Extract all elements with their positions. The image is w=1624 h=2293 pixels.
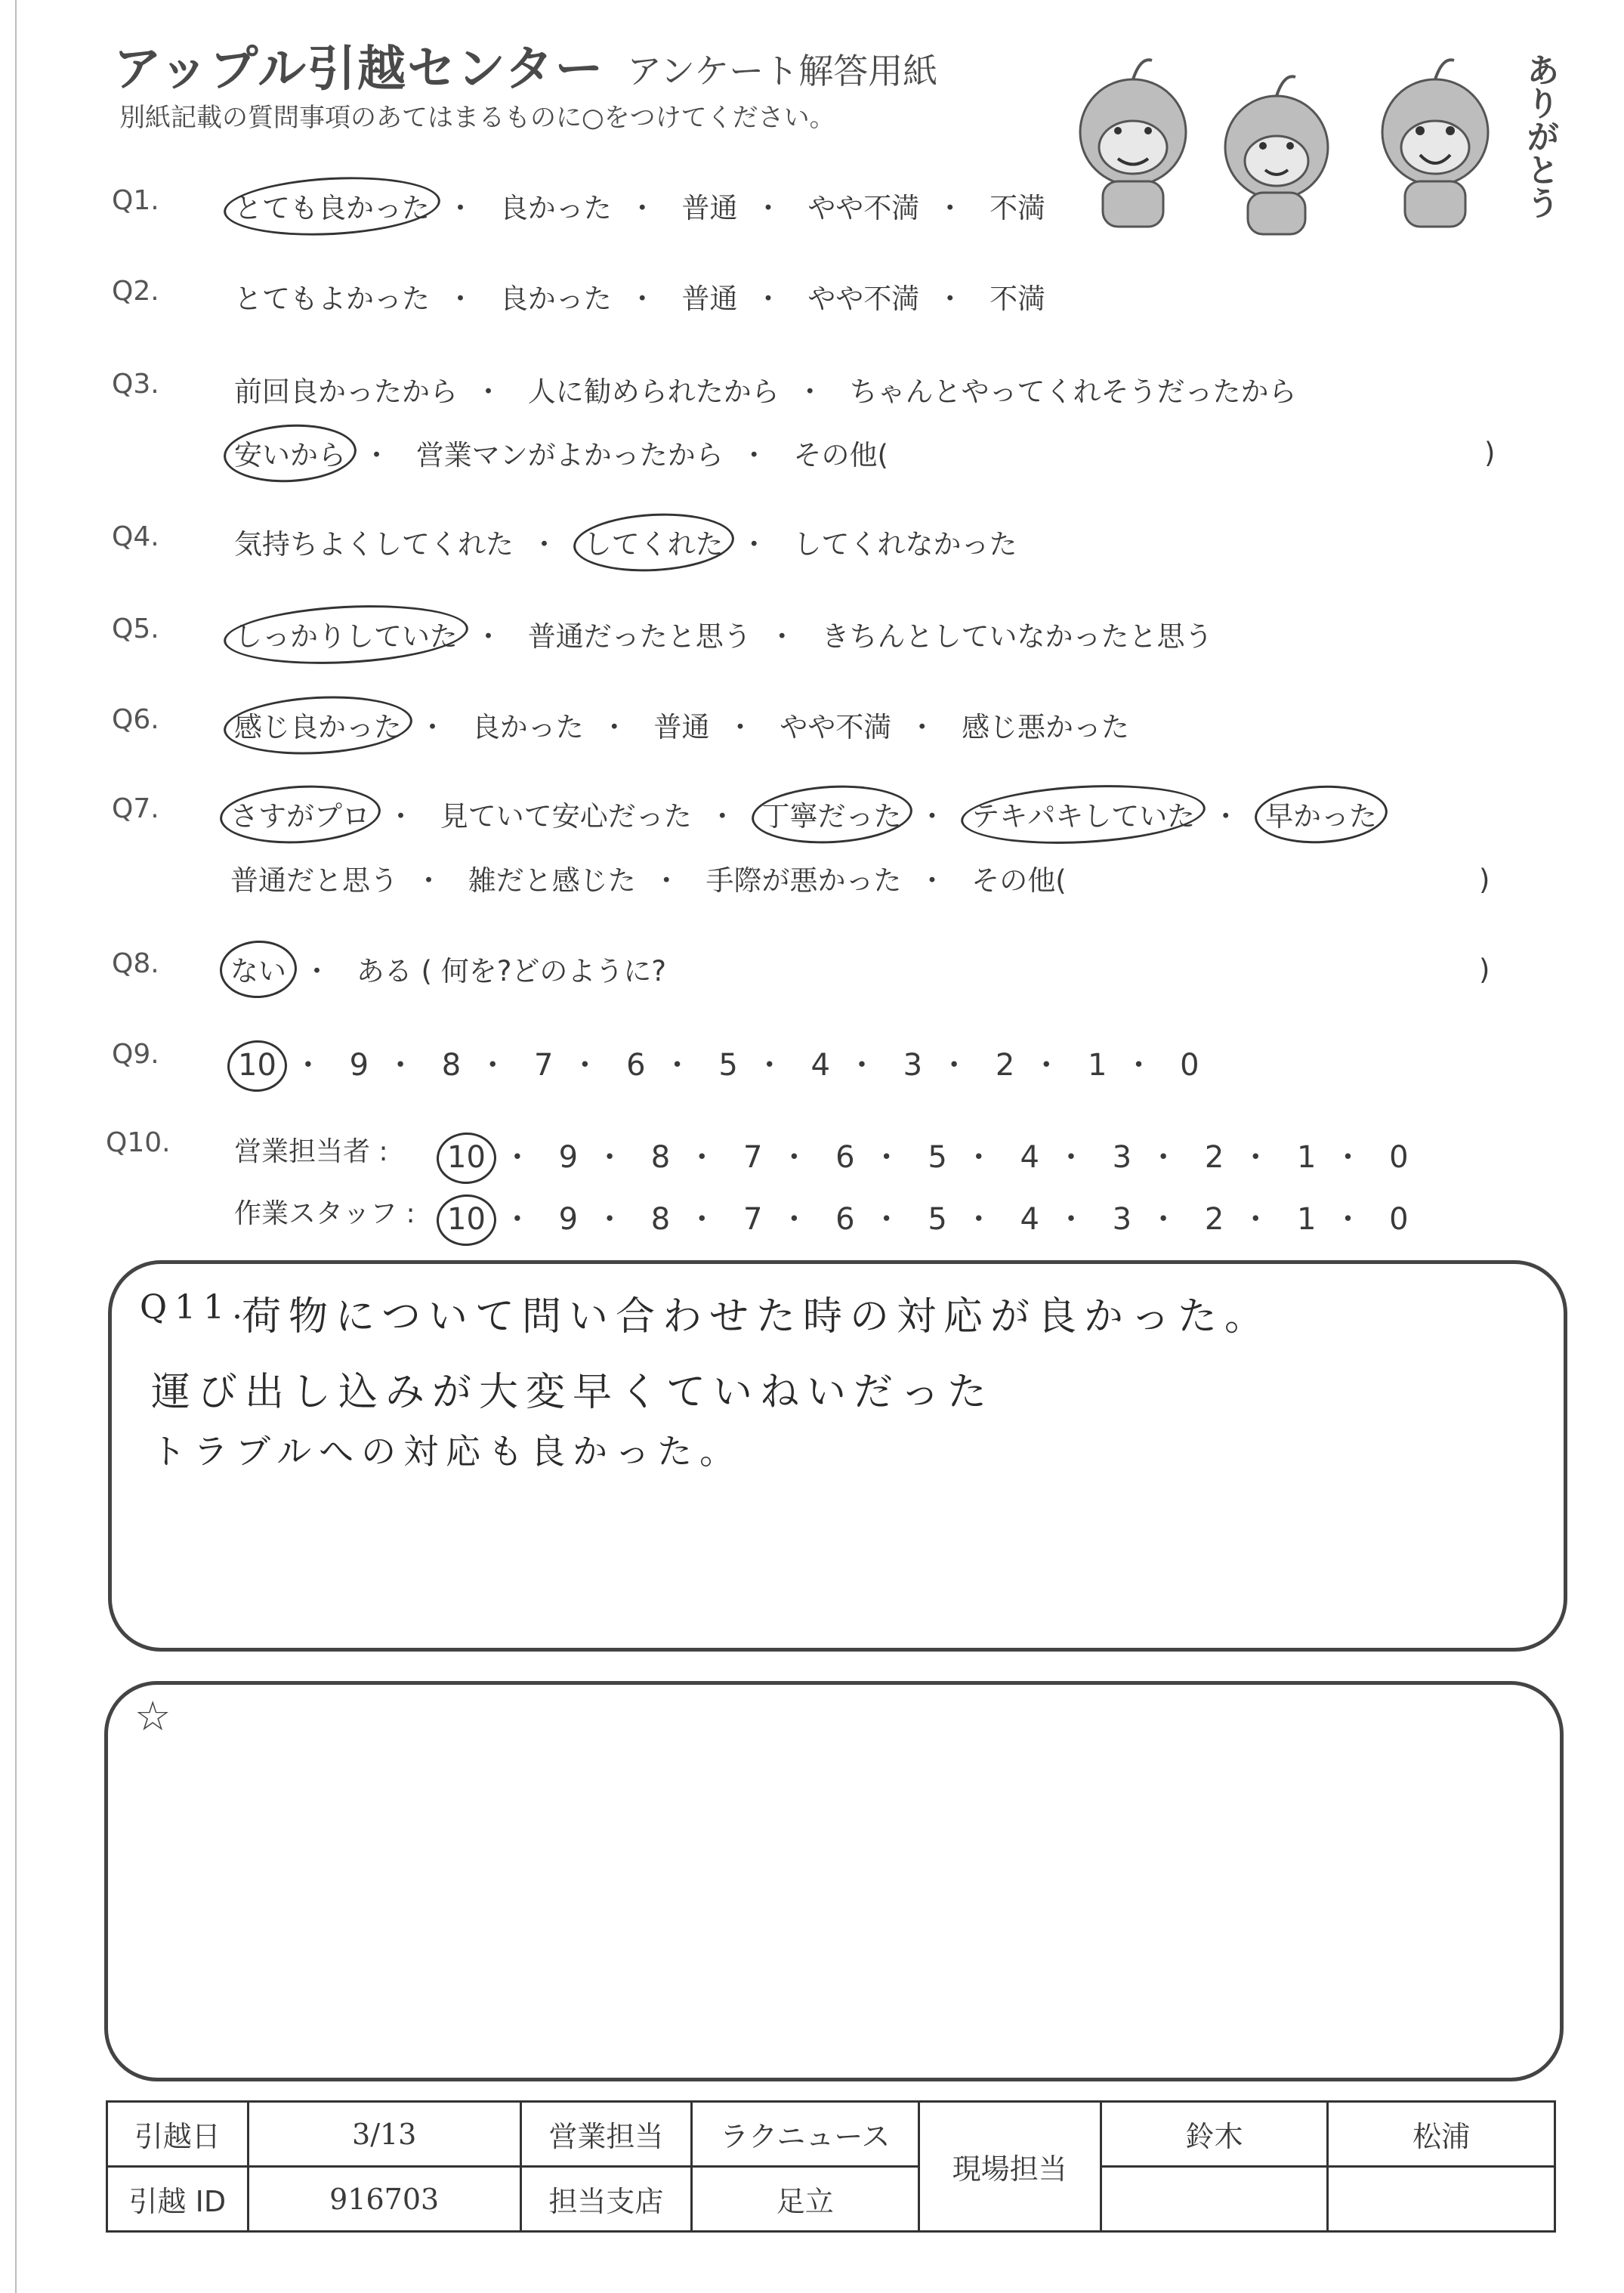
q4-label: Q4. (112, 521, 159, 552)
q6-options: 感じ良かった ・ 良かった ・ 普通 ・ やや不満 ・ 感じ悪かった (234, 704, 1129, 745)
page-edge (15, 0, 17, 2293)
comment-box[interactable] (104, 1681, 1564, 2081)
q10-staff-score[interactable]: 7 (743, 1202, 763, 1237)
q10-sales-score[interactable]: 2 (1204, 1140, 1224, 1175)
q6-label: Q6. (112, 704, 159, 735)
q10-sales-scale: 10 ・ 9 ・ 8 ・ 7 ・ 6 ・ 5 ・ 4 ・ 3 ・ 2 ・ 1 ・ 0 (447, 1140, 1409, 1175)
q10-sales-score[interactable]: 6 (835, 1140, 855, 1175)
q1-option[interactable]: 不満 (990, 192, 1046, 224)
q4-option[interactable]: してくれなかった (793, 528, 1017, 561)
q10-staff-score[interactable]: 2 (1204, 1202, 1224, 1237)
q3-option[interactable]: 営業マンがよかったから (415, 439, 724, 471)
q8-option[interactable]: ない (230, 948, 286, 989)
onsite-staff-1: 鈴木 (1101, 2102, 1328, 2167)
onsite-staff-2: 松浦 (1328, 2102, 1555, 2167)
q10-staff-score[interactable]: 0 (1389, 1202, 1409, 1237)
q7-paren-close: ) (1479, 864, 1490, 896)
q3-options-line1: 前回良かったから ・ 人に勧められたから ・ ちゃんとやってくれそうだったから (234, 369, 1297, 409)
q10-sales-label: 営業担当者 : (234, 1136, 388, 1167)
moving-id-value: 916703 (248, 2167, 520, 2232)
q10-staff-label: 作業スタッフ : (234, 1198, 415, 1229)
q7-option[interactable]: 丁寧だった (762, 793, 902, 834)
q2-option[interactable]: とてもよかった (234, 283, 430, 315)
q4-options: 気持ちよくしてくれた ・ してくれた ・ してくれなかった (234, 521, 1017, 562)
q9-score[interactable]: 10 (238, 1048, 276, 1083)
q10-staff-score[interactable]: 9 (558, 1202, 579, 1237)
q3-label: Q3. (112, 369, 159, 400)
q10-staff-score[interactable]: 5 (928, 1202, 947, 1237)
q8-paren-close: ) (1479, 953, 1490, 986)
q11-label: Q11. (140, 1288, 251, 1327)
q7-option[interactable]: 見ていて安心だった (440, 800, 692, 833)
q6-option[interactable]: 感じ悪かった (962, 711, 1130, 743)
q10-staff-score[interactable]: 10 (447, 1202, 486, 1237)
q8-option[interactable]: ある ( 何を?どのように? (356, 955, 666, 987)
q1-label: Q1. (112, 185, 159, 216)
q1-option[interactable]: やや不満 (807, 192, 920, 224)
q10-staff-score[interactable]: 3 (1112, 1202, 1132, 1237)
q10-sales-score[interactable]: 1 (1297, 1140, 1317, 1175)
q9-score[interactable]: 2 (995, 1048, 1015, 1083)
q9-score[interactable]: 0 (1180, 1048, 1199, 1083)
star-icon: ☆ (134, 1692, 171, 1740)
q10-sales-score[interactable]: 5 (928, 1140, 947, 1175)
q6-option[interactable]: 良かった (471, 711, 584, 743)
q10-sales-score[interactable]: 0 (1389, 1140, 1409, 1175)
q9-score[interactable]: 4 (810, 1048, 830, 1083)
onsite-label: 現場担当 (919, 2102, 1101, 2232)
q10-sales-score[interactable]: 9 (558, 1140, 579, 1175)
sales-rep-value: ラクニュース (691, 2102, 919, 2167)
q10-staff-score[interactable]: 6 (835, 1202, 855, 1237)
q6-option[interactable]: 普通 (653, 711, 710, 743)
q9-score[interactable]: 5 (718, 1048, 738, 1083)
q7-option[interactable]: 普通だと思う (230, 864, 398, 897)
q7-option[interactable]: 早かった (1265, 793, 1377, 834)
footer-info-table (106, 2100, 1556, 2233)
q2-option[interactable]: やや不満 (807, 283, 920, 315)
q4-option[interactable]: 気持ちよくしてくれた (234, 528, 514, 561)
q10-staff-scale: 10 ・ 9 ・ 8 ・ 7 ・ 6 ・ 5 ・ 4 ・ 3 ・ 2 ・ 1 ・ 0 (447, 1202, 1409, 1237)
q10-sales-score[interactable]: 4 (1020, 1140, 1039, 1175)
q4-option[interactable]: してくれた (584, 521, 724, 562)
mascot-caption: ありがとう (1521, 53, 1559, 219)
q2-option[interactable]: 不満 (990, 283, 1046, 315)
q8-options: ない ・ ある ( 何を?どのように? (230, 948, 666, 989)
q5-options: しっかりしていた ・ 普通だったと思う ・ きちんとしていなかったと思う (234, 613, 1213, 654)
monkey-mascots-illustration (1042, 42, 1571, 238)
q7-option[interactable]: 雑だと感じた (468, 864, 636, 897)
moving-date-label: 引越日 (107, 2102, 249, 2167)
q5-option[interactable]: きちんとしていなかったと思う (821, 620, 1213, 653)
q2-options: とてもよかった ・ 良かった ・ 普通 ・ やや不満 ・ 不満 (234, 276, 1045, 317)
q2-option[interactable]: 普通 (681, 283, 738, 315)
q3-option[interactable]: 前回良かったから (234, 375, 458, 408)
form-subtitle: アンケート解答用紙 (627, 51, 938, 91)
q3-paren-close: ) (1484, 437, 1496, 469)
q7-options-line2: 普通だと思う ・ 雑だと感じた ・ 手際が悪かった ・ その他( (230, 858, 1067, 898)
q2-label: Q2. (112, 276, 159, 307)
onsite-staff-3 (1101, 2167, 1328, 2232)
q1-options: とても良かった ・ 良かった ・ 普通 ・ やや不満 ・ 不満 (234, 185, 1045, 226)
q3-option[interactable]: 人に勧められたから (527, 375, 780, 408)
onsite-staff-4 (1328, 2167, 1555, 2232)
branch-value: 足立 (691, 2167, 919, 2232)
q10-label: Q10. (106, 1127, 171, 1158)
moving-id-label: 引越 ID (107, 2167, 249, 2232)
q10-sales-score[interactable]: 7 (743, 1140, 763, 1175)
q11-answer-line: 運び出し込みが大変早くていねいだった (151, 1370, 995, 1415)
q11-answer-line: 荷物について問い合わせた時の対応が良かった。 (242, 1294, 1271, 1340)
q5-label: Q5. (112, 613, 159, 644)
q9-score[interactable]: 6 (626, 1048, 646, 1083)
q11-answer-line: トラブルへの対応も良かった。 (151, 1431, 743, 1472)
q10-sales-score[interactable]: 10 (447, 1140, 486, 1175)
q8-label: Q8. (112, 948, 159, 979)
q7-label: Q7. (112, 793, 159, 824)
q6-option[interactable]: 感じ良かった (234, 704, 402, 745)
q7-option[interactable]: 手際が悪かった (705, 864, 902, 897)
q9-score[interactable]: 7 (533, 1048, 554, 1083)
q3-option[interactable]: ちゃんとやってくれそうだったから (849, 375, 1297, 408)
branch-label: 担当支店 (520, 2167, 691, 2232)
q7-option-other[interactable]: その他( (971, 864, 1067, 897)
q2-option[interactable]: 良かった (499, 283, 612, 315)
q5-option[interactable]: 普通だったと思う (527, 620, 752, 653)
q9-label: Q9. (112, 1039, 159, 1070)
instructions-text: 別紙記載の質問事項のあてはまるものに○をつけてください。 (119, 103, 835, 133)
q7-option[interactable]: テキパキしていた (971, 793, 1195, 834)
q10-staff-score[interactable]: 1 (1297, 1202, 1317, 1237)
q7-option[interactable]: さすがプロ (230, 793, 370, 834)
q9-scale: 10 ・ 9 ・ 8 ・ 7 ・ 6 ・ 5 ・ 4 ・ 3 ・ 2 ・ 1 ・ 0 (238, 1048, 1199, 1083)
q1-option[interactable]: 普通 (681, 192, 738, 224)
company-title: アップル引越センター (113, 42, 605, 97)
q1-option[interactable]: 良かった (499, 192, 612, 224)
q5-option[interactable]: しっかりしていた (234, 613, 458, 654)
q3-options-line2: 安いから ・ 営業マンがよかったから ・ その他( (234, 432, 888, 473)
q10-sales-score[interactable]: 8 (650, 1140, 671, 1175)
sales-rep-label: 営業担当 (520, 2102, 691, 2167)
q10-staff-score[interactable]: 4 (1020, 1202, 1039, 1237)
q9-score[interactable]: 3 (903, 1048, 923, 1083)
q9-score[interactable]: 8 (441, 1048, 462, 1083)
q3-option[interactable]: 安いから (234, 432, 346, 473)
q9-score[interactable]: 9 (349, 1048, 369, 1083)
q3-option-other[interactable]: その他( (793, 439, 888, 471)
q6-option[interactable]: やや不満 (780, 711, 892, 743)
q1-option[interactable]: とても良かった (234, 185, 430, 226)
q10-sales-score[interactable]: 3 (1112, 1140, 1132, 1175)
q7-options-line1: さすがプロ ・ 見ていて安心だった ・ 丁寧だった ・ テキパキしていた ・ 早かった (230, 793, 1377, 834)
q10-staff-score[interactable]: 8 (650, 1202, 671, 1237)
moving-date-value: 3/13 (248, 2102, 520, 2167)
q9-score[interactable]: 1 (1088, 1048, 1107, 1083)
